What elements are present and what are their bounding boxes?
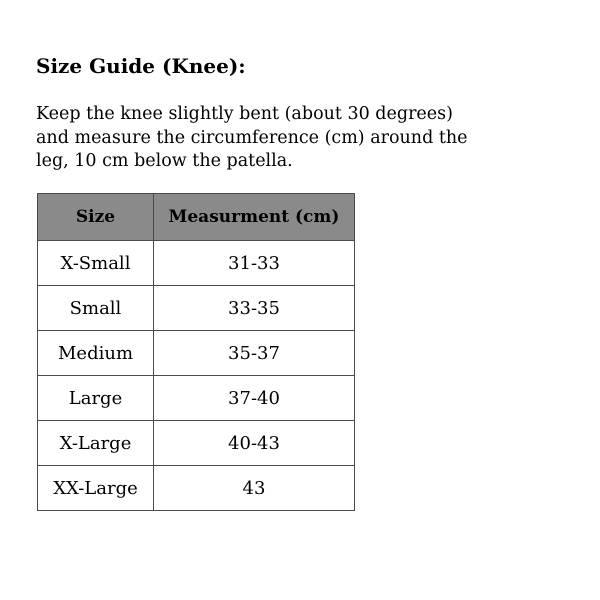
instruction-line: Keep the knee slightly bent (about 30 degrees) (36, 104, 453, 124)
table-row (38, 331, 355, 376)
table-row (38, 286, 355, 331)
size-cell: Medium (38, 331, 154, 376)
measurement-instructions (36, 103, 576, 174)
size-table (37, 193, 355, 511)
size-cell: X-Large (38, 421, 154, 466)
size-cell: XX-Large (38, 466, 154, 511)
size-cell: X-Small (38, 241, 154, 286)
table-row (38, 241, 355, 286)
measurement-cell: 33-35 (154, 286, 355, 331)
table-row (38, 376, 355, 421)
table-header-row (38, 194, 355, 241)
page-title: Size Guide (Knee): (36, 54, 246, 78)
size-cell: Small (38, 286, 154, 331)
header-size: Size (38, 194, 154, 241)
measurement-cell: 31-33 (154, 241, 355, 286)
table-row (38, 466, 355, 511)
measurement-cell: 43 (154, 466, 355, 511)
instruction-line: and measure the circumference (cm) around the (36, 127, 468, 148)
header-measurement: Measurment (cm) (154, 194, 355, 241)
measurement-cell: 40-43 (154, 421, 355, 466)
size-cell: Large (38, 376, 154, 421)
measurement-cell: 35-37 (154, 331, 355, 376)
table-row (38, 421, 355, 466)
measurement-cell: 37-40 (154, 376, 355, 421)
instruction-line: leg, 10 cm below the patella. (36, 151, 293, 171)
